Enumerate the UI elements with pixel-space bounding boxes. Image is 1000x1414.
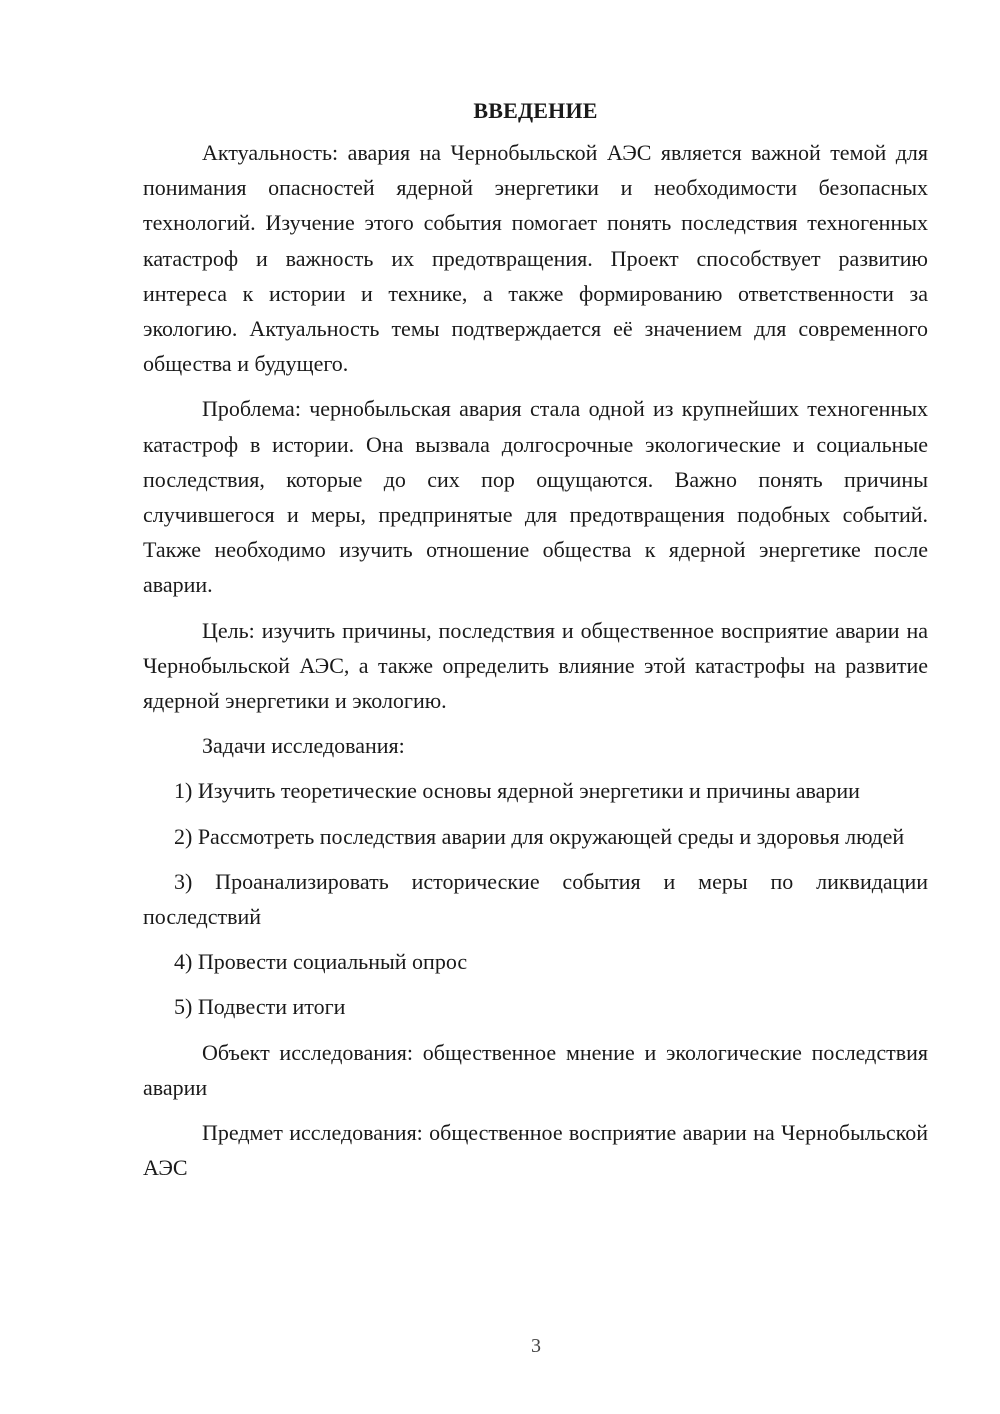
page-number: 3 — [531, 1335, 541, 1357]
subject-paragraph: Предмет исследования: общественное восприятие аварии на Чернобыльской АЭС — [143, 1120, 928, 1181]
task-item-4: 4) Провести социальный опрос — [174, 949, 468, 975]
task-item-5: 5) Подвести итоги — [174, 994, 346, 1020]
task-item-3: 3) Проанализировать исторические события и меры по ликвидации последствий — [143, 868, 928, 930]
page-content — [143, 94, 928, 1185]
tasks-heading: Задачи исследования: — [202, 733, 405, 759]
goal-paragraph: Цель: изучить причины, последствия и общественное восприятие аварии на Чернобыльской АЭС, а также определить влияние этой катастрофы на развитие ядерной энергетики и экологию. — [143, 617, 928, 714]
problem-paragraph: Проблема: чернобыльская авария стала одной из крупнейших техногенных катастроф в истории. Она вызвала долгосрочные экологические и социальные последствия, которые до сих пор ощущаются. Важно понять причины случившегося и меры, предпринятые для предотвращения подобных событий. Также необходимо изучить отношение общества к ядерной энергетике после аварии. — [143, 396, 928, 598]
object-paragraph: Объект исследования: общественное мнение и экологические последствия аварии — [143, 1039, 928, 1100]
relevance-paragraph: Актуальность: авария на Чернобыльской АЭС является важной темой для понимания опасностей ядерной энергетики и необходимости безопасных технологий. Изучение этого события помогает понять последствия техногенных катастроф и важность их предотвращения. Проект способствует развитию интереса к истории и технике, а также формированию ответственности за экологию. Актуальность темы подтверждается её значением для современного общества и будущего. — [143, 140, 928, 377]
section-title: ВВЕДЕНИЕ — [473, 98, 598, 123]
task-item-1: 1) Изучить теоретические основы ядерной энергетики и причины аварии — [174, 778, 860, 804]
task-item-2: 2) Рассмотреть последствия аварии для окружающей среды и здоровья людей — [174, 823, 905, 849]
